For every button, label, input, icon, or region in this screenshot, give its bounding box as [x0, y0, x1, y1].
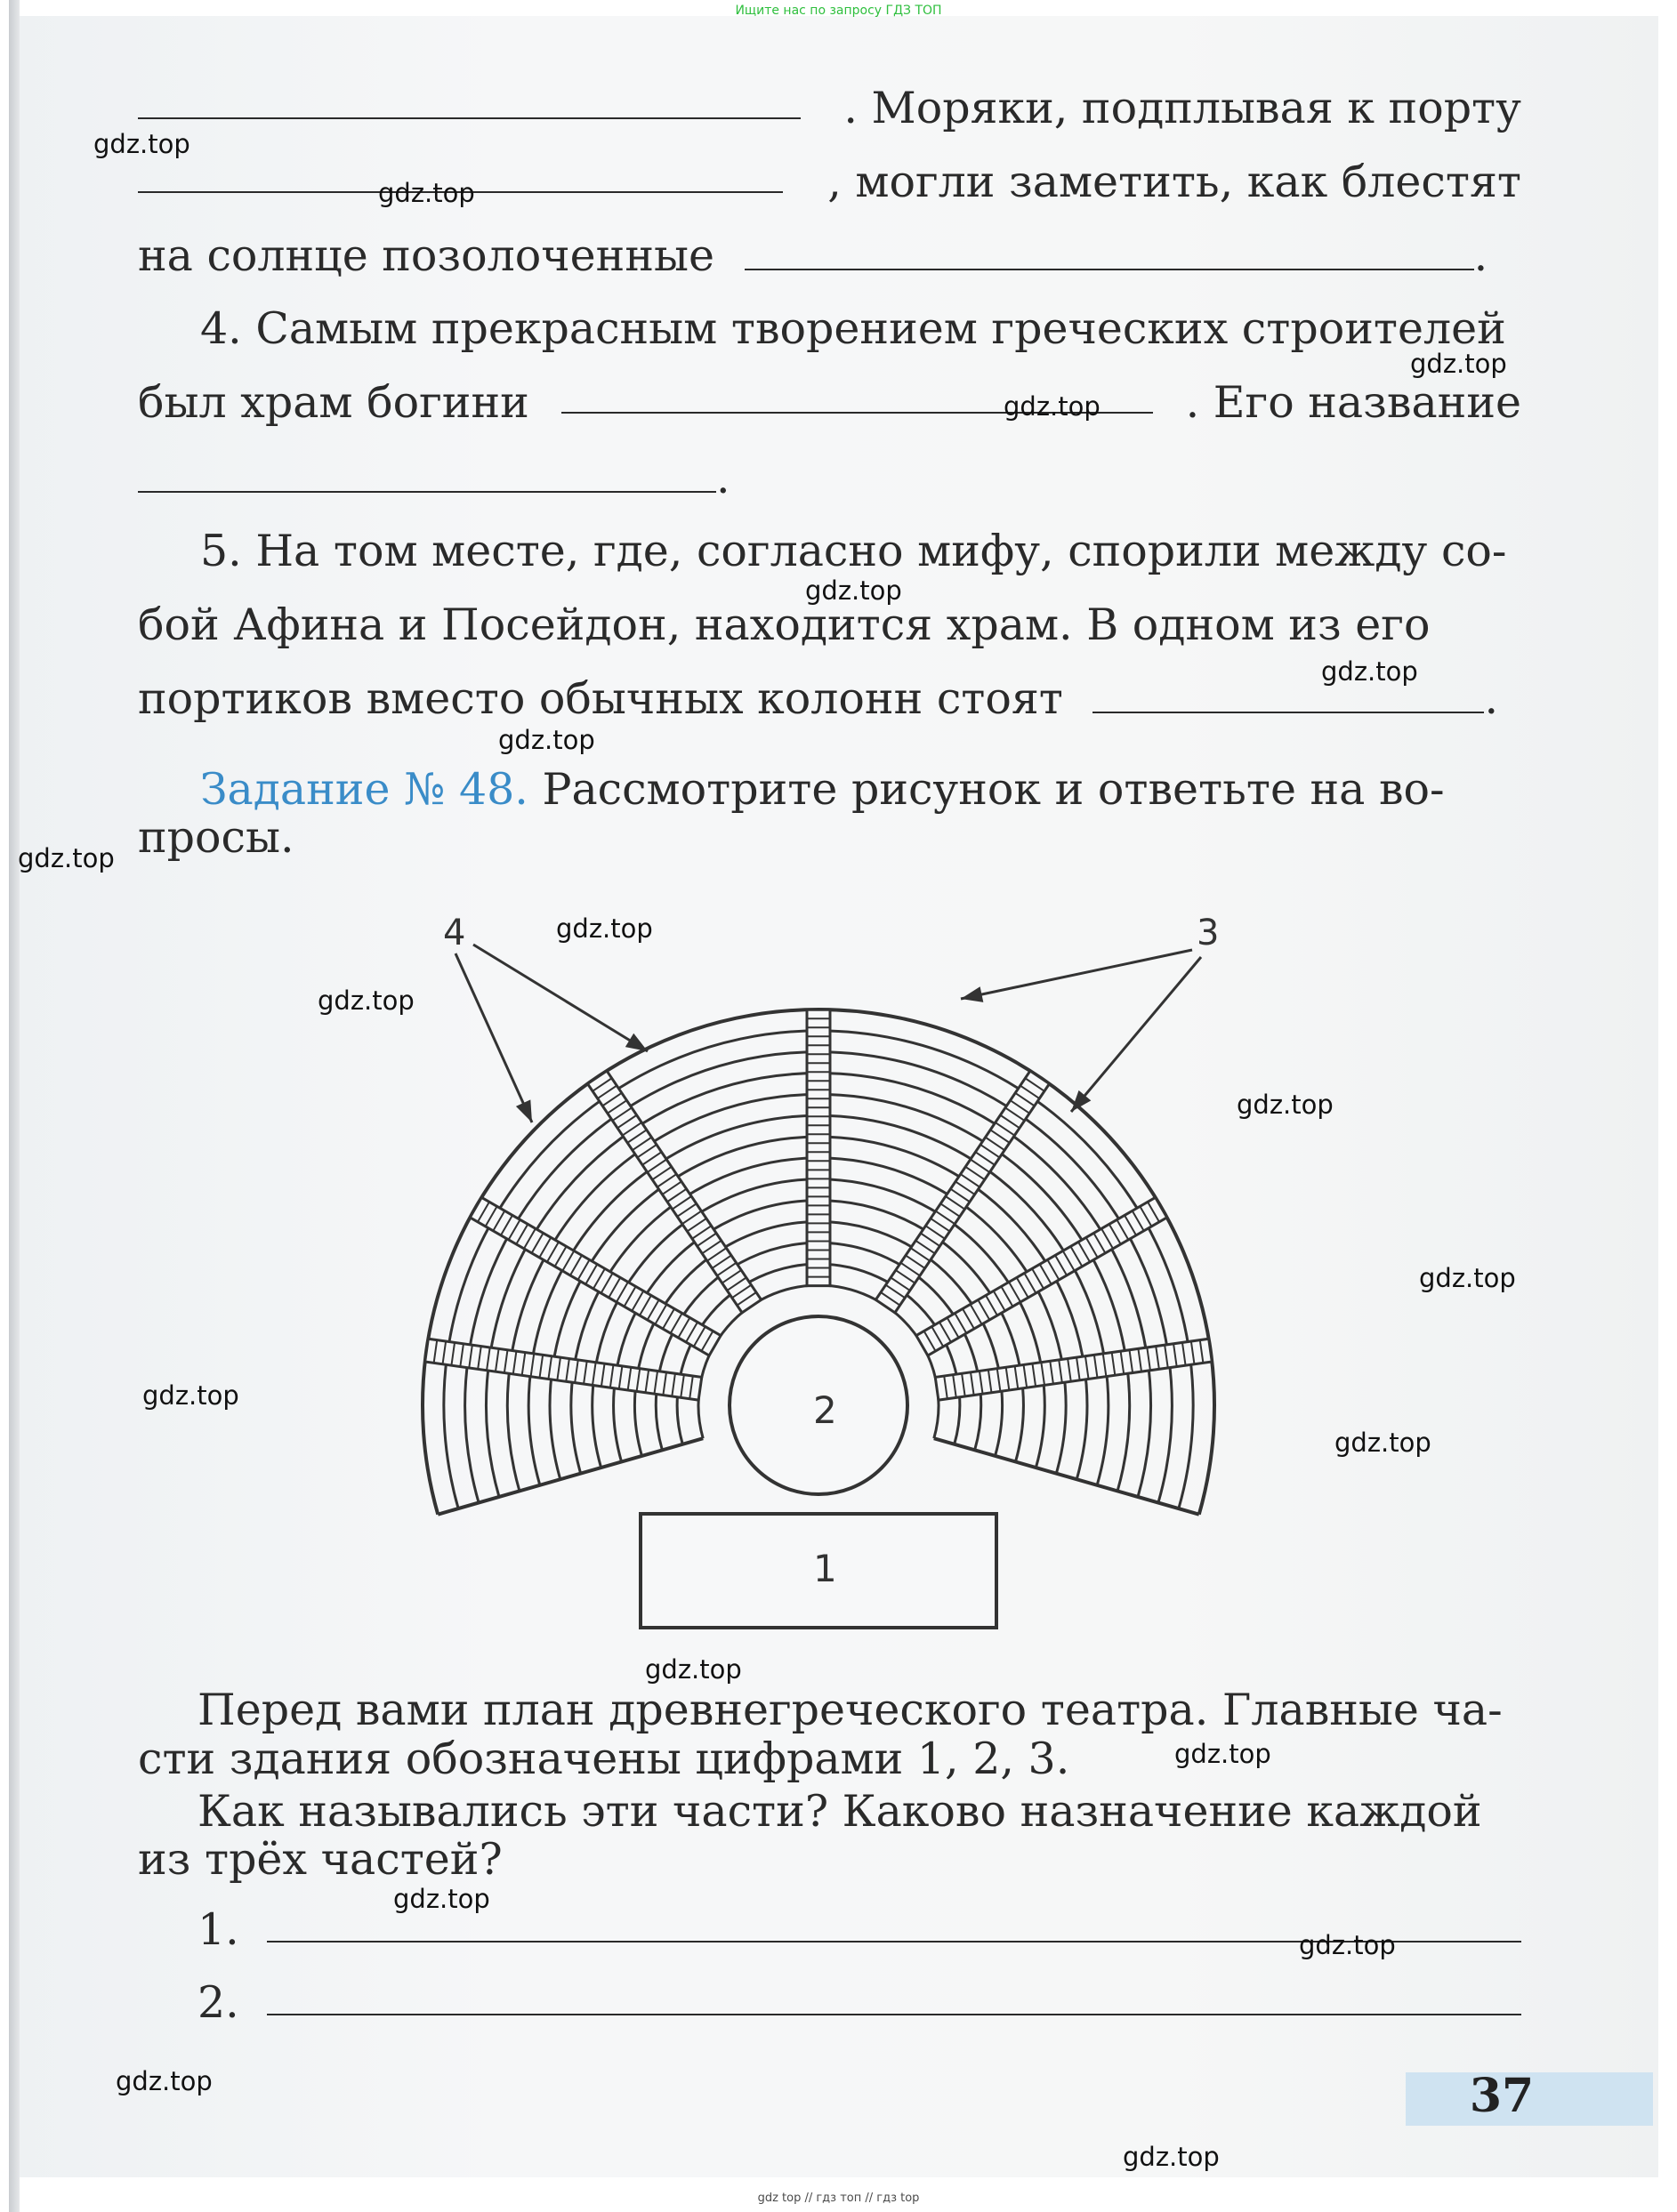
- footer-note: gdz top // гдз топ // гдз top: [757, 2192, 920, 2205]
- seating-edge-line: [438, 1438, 703, 1514]
- book-spine: [9, 0, 20, 2212]
- seating-edge-line: [934, 1438, 1199, 1514]
- label-aisles: 4: [443, 913, 466, 953]
- page-number: 37: [1469, 2069, 1535, 2123]
- label-orchestra: 2: [813, 1388, 837, 1432]
- question-5-line-1: 5. На том месте, где, согласно мифу, спорили между со-: [200, 526, 1507, 576]
- answer-2-number: 2.: [198, 1977, 239, 2028]
- watermark: gdz.top: [1410, 349, 1507, 379]
- answer-1-number: 1.: [198, 1904, 239, 1955]
- watermark: gdz.top: [1174, 1739, 1271, 1769]
- answer-blank[interactable]: [1092, 676, 1484, 713]
- arrowhead: [625, 1034, 648, 1051]
- watermark: gdz.top: [498, 725, 595, 755]
- label-stage: 1: [813, 1547, 837, 1590]
- arrowhead: [516, 1099, 532, 1122]
- task-number: Задание № 48.: [200, 764, 528, 815]
- watermark: gdz.top: [556, 913, 653, 944]
- pointer-arrow: [456, 953, 532, 1122]
- watermark: gdz.top: [1334, 1428, 1431, 1458]
- label-seats: 3: [1197, 913, 1220, 953]
- answer-2-line[interactable]: [267, 2014, 1521, 2015]
- watermark: gdz.top: [645, 1654, 742, 1685]
- watermark: gdz.top: [1321, 656, 1418, 687]
- answer-blank[interactable]: [745, 233, 1474, 270]
- watermark: gdz.top: [378, 178, 475, 208]
- question-4-line-2: был храм богини . Его название: [138, 377, 1521, 428]
- watermark: gdz.top: [1419, 1263, 1516, 1293]
- watermark: gdz.top: [318, 985, 415, 1016]
- paragraph-1-line-2: сти здания обозначены цифрами 1, 2, 3.: [138, 1733, 1070, 1784]
- watermark: gdz.top: [805, 575, 902, 606]
- watermark: gdz.top: [1004, 391, 1101, 422]
- text-line-2: , могли заметить, как блестят: [138, 156, 1521, 209]
- question-5-line-3: портиков вместо обычных колонн стоят .: [138, 673, 1499, 724]
- watermark: gdz.top: [1299, 1930, 1396, 1960]
- watermark: gdz.top: [1237, 1090, 1334, 1120]
- paragraph-2-line-2: из трёх частей?: [138, 1834, 503, 1885]
- task-48-line-1: Задание № 48. Рассмотрите рисунок и ответьте на во-: [200, 764, 1445, 815]
- watermark: gdz.top: [142, 1380, 239, 1411]
- header-note: Ищите нас по запросу ГДЗ ТОП: [735, 4, 942, 18]
- watermark: gdz.top: [1123, 2142, 1220, 2172]
- aisle-stairway: [807, 1009, 830, 1285]
- answer-blank[interactable]: [138, 82, 801, 119]
- watermark: gdz.top: [393, 1884, 490, 1914]
- paragraph-2-line-1: Как назывались эти части? Каково назначение каждой: [198, 1786, 1482, 1837]
- watermark: gdz.top: [18, 843, 115, 873]
- question-4-line-3: .: [138, 452, 1521, 505]
- question-4-line-1: 4. Самым прекрасным творением греческих строителей: [200, 303, 1506, 354]
- arrowhead: [961, 986, 983, 1002]
- text-line-3: на солнце позолоченные .: [138, 230, 1488, 281]
- pointer-arrow: [1071, 957, 1201, 1112]
- question-5-line-2: бой Афина и Посейдон, находится храм. В одном из его: [138, 599, 1431, 650]
- watermark: gdz.top: [93, 129, 190, 159]
- theatre-plan-figure: [374, 898, 1290, 1645]
- task-48-line-2: просы.: [138, 812, 294, 863]
- pointer-arrow: [473, 945, 648, 1051]
- text-line-1: . Моряки, подплывая к порту: [138, 82, 1521, 135]
- answer-blank[interactable]: [138, 455, 716, 493]
- paragraph-1-line-1: Перед вами план древнегреческого театра. Главные ча-: [198, 1685, 1503, 1735]
- watermark: gdz.top: [116, 2066, 213, 2096]
- pointer-arrow: [961, 950, 1192, 999]
